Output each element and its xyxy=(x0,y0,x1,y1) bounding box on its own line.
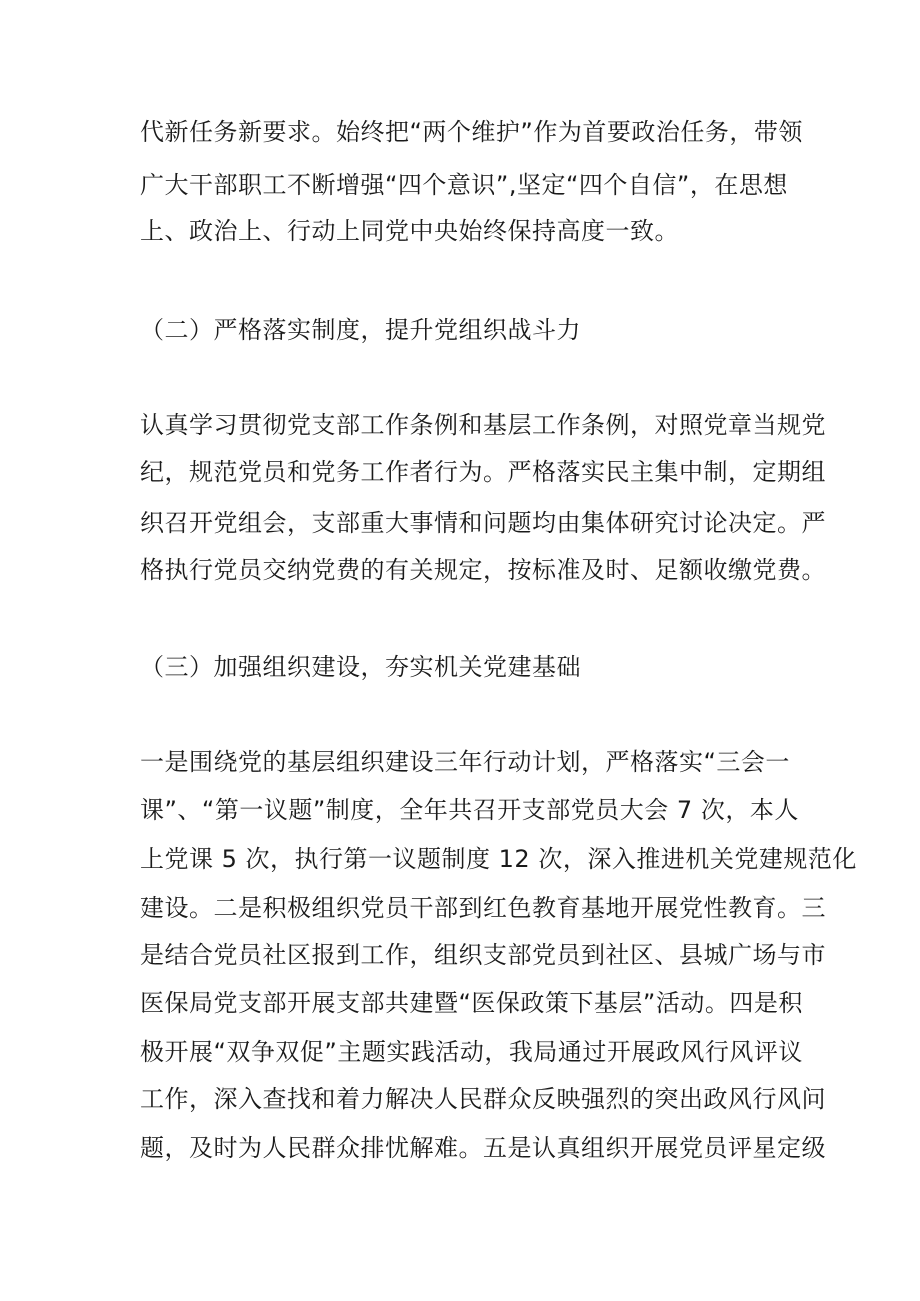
section-heading: （三）加强组织建设，夯实机关党建基础 xyxy=(140,653,581,681)
paragraph-line: 纪，规范党员和党务工作者行为。严格落实民主集中制，定期组 xyxy=(140,458,826,486)
paragraph-line: 广大干部职工不断增强“四个意识”,坚定“四个自信”，在思想 xyxy=(140,171,788,199)
paragraph-line: 极开展“双争双促”主题实践活动，我局通过开展政风行风评议 xyxy=(140,1038,803,1066)
paragraph-line: 课”、“第一议题”制度，全年共召开支部党员大会 7 次，本人 xyxy=(140,796,799,824)
paragraph-line: 格执行党员交纳党费的有关规定，按标准及时、足额收缴党费。 xyxy=(140,556,826,584)
paragraph-line: 工作，深入查找和着力解决人民群众反映强烈的突出政风行风问 xyxy=(140,1085,826,1113)
section-heading: （二）严格落实制度，提升党组织战斗力 xyxy=(140,316,581,344)
paragraph-line: 医保局党支部开展支部共建暨“医保政策下基层”活动。四是积 xyxy=(140,989,803,1017)
paragraph-line: 一是围绕党的基层组织建设三年行动计划，严格落实“三会一 xyxy=(140,748,790,776)
paragraph-line: 上党课 5 次，执行第一议题制度 12 次，深入推进机关党建规范化 xyxy=(140,845,857,873)
paragraph-line: 建设。二是积极组织党员干部到红色教育基地开展党性教育。三 xyxy=(140,894,826,922)
paragraph-line: 织召开党组会，支部重大事情和问题均由集体研究讨论决定。严 xyxy=(140,509,826,537)
paragraph-line: 题，及时为人民群众排忧解难。五是认真组织开展党员评星定级 xyxy=(140,1134,826,1162)
paragraph-line: 是结合党员社区报到工作，组织支部党员到社区、县城广场与市 xyxy=(140,941,826,969)
paragraph-line: 上、政治上、行动上同党中央始终保持高度一致。 xyxy=(140,217,679,245)
paragraph-line: 认真学习贯彻党支部工作条例和基层工作条例，对照党章当规党 xyxy=(140,411,826,439)
paragraph-line: 代新任务新要求。始终把“两个维护”作为首要政治任务，带领 xyxy=(140,118,803,146)
